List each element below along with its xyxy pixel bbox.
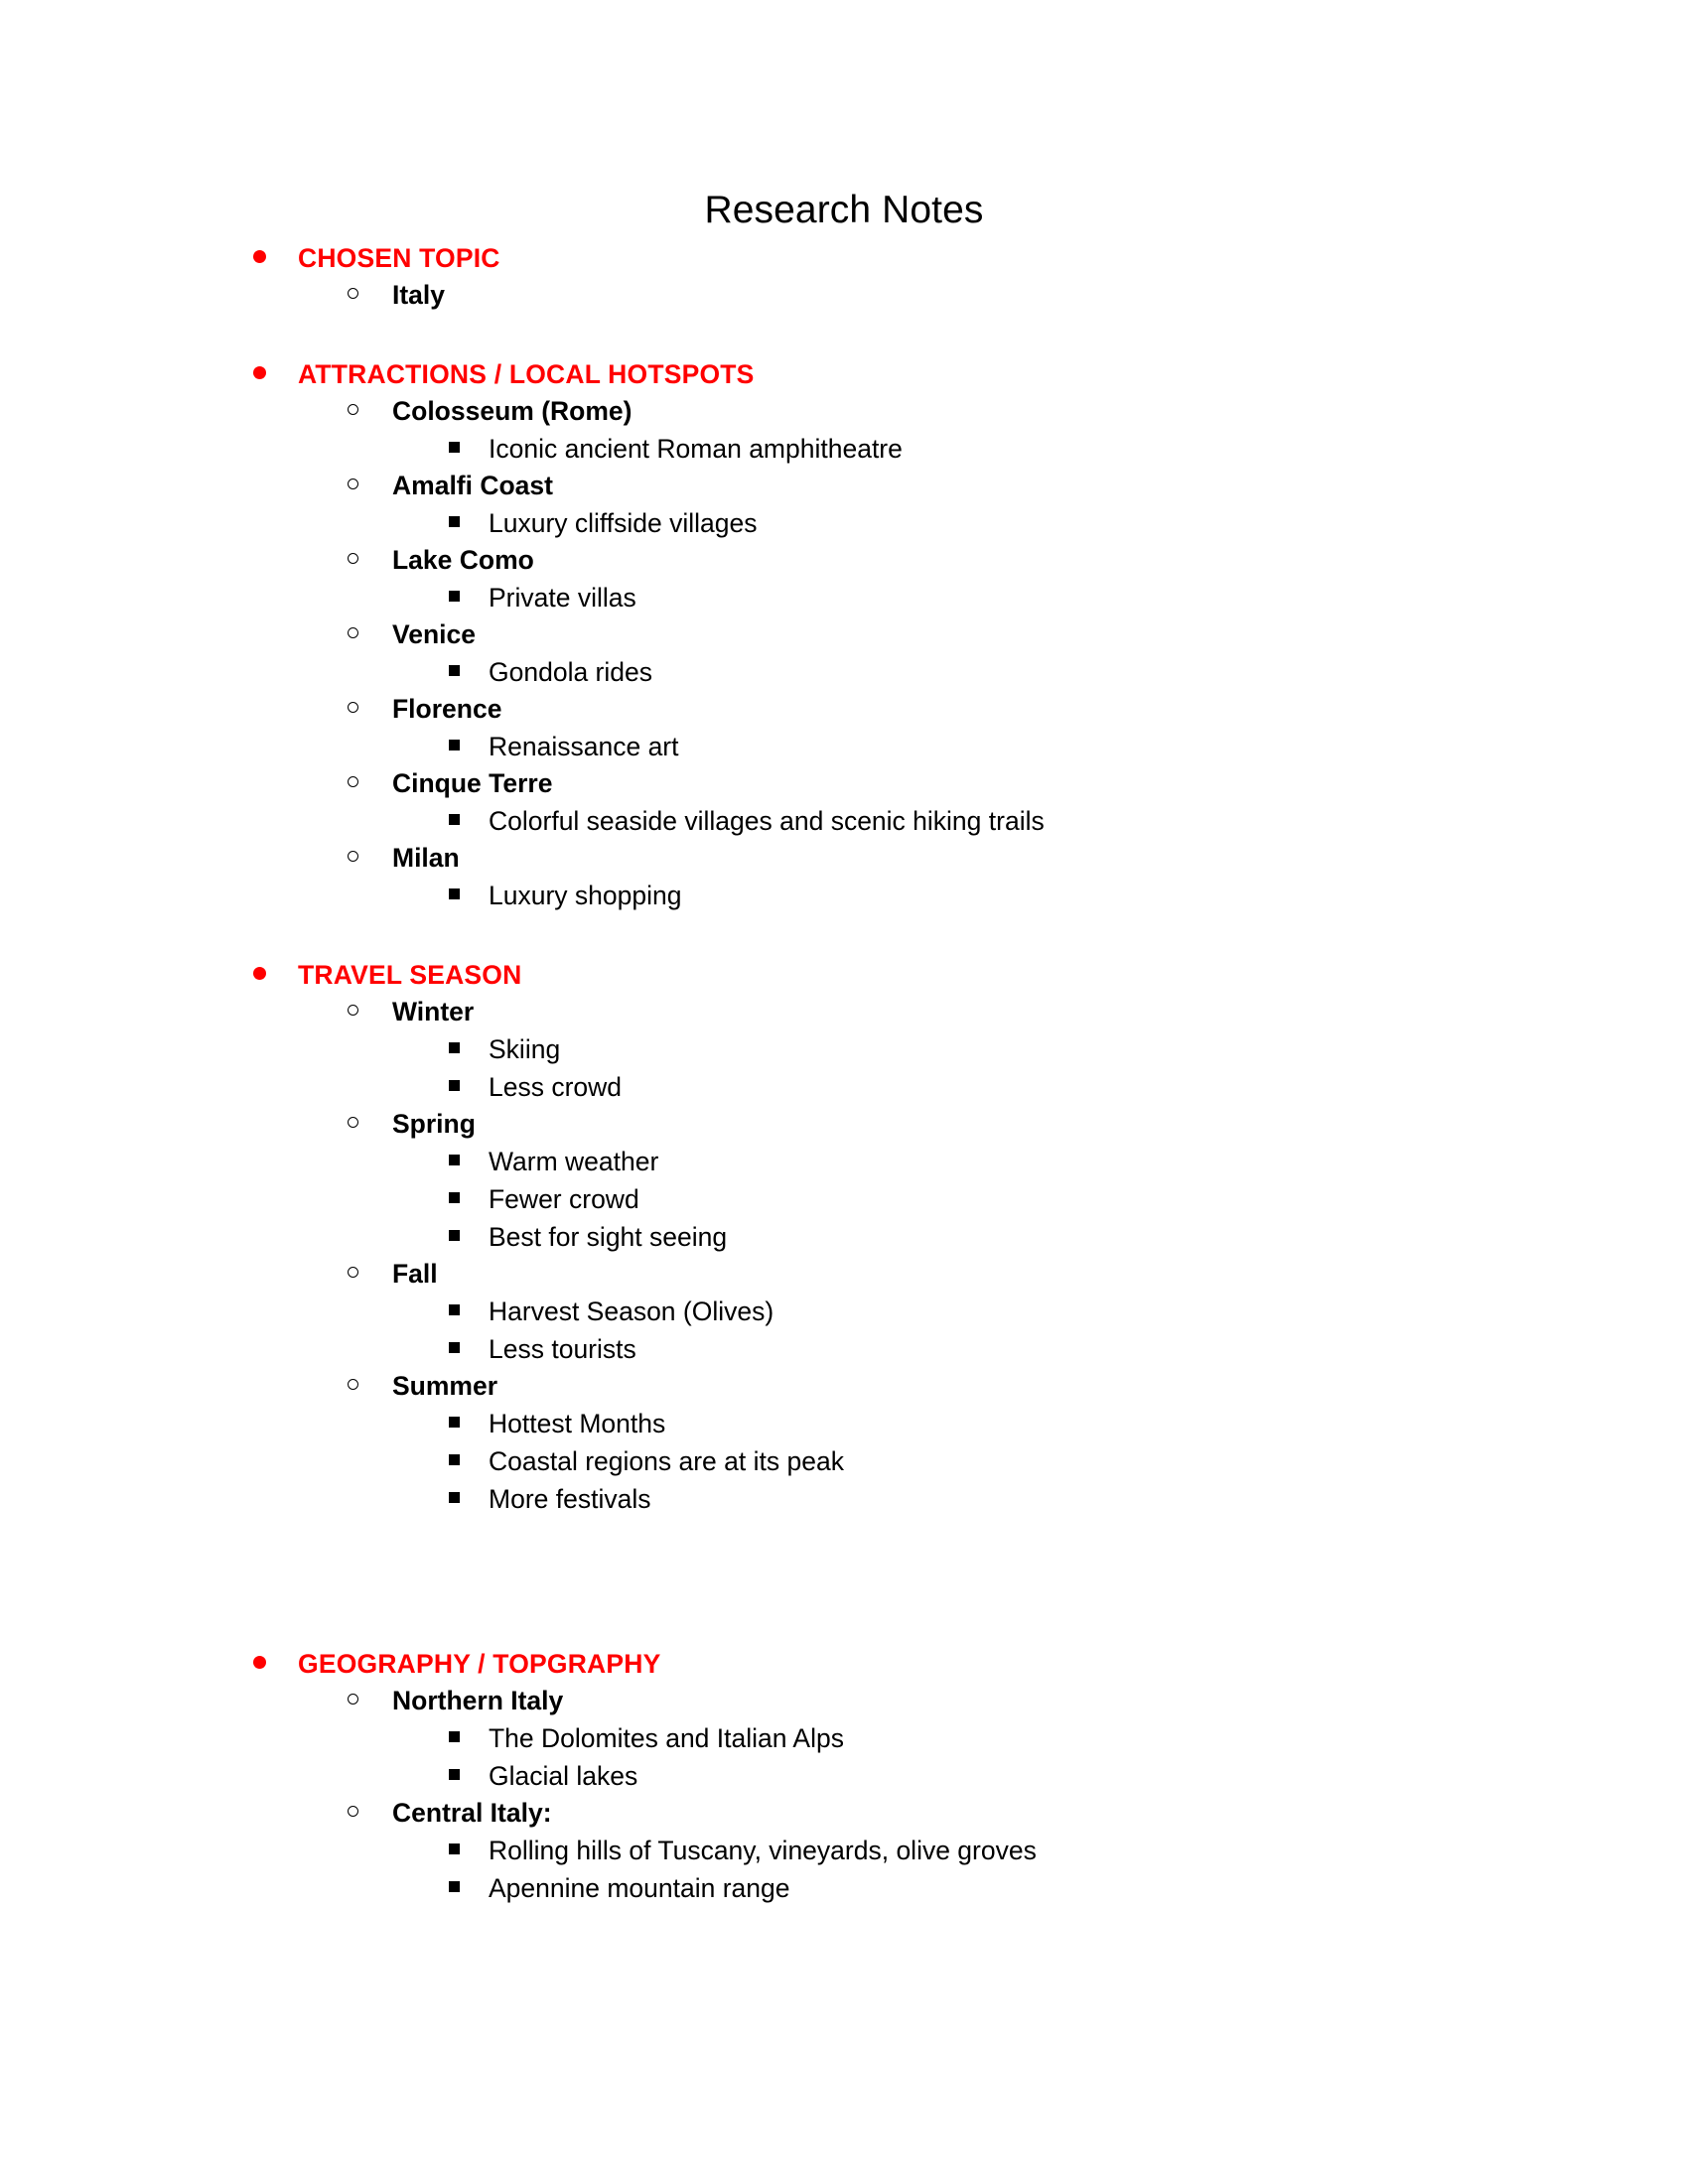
detail-list (0, 1030, 1688, 1106)
circle-bullet-icon (343, 1683, 362, 1720)
square-bullet-icon (445, 1030, 463, 1070)
detail-label: Rolling hills of Tuscany, vineyards, olive groves (489, 1835, 1037, 1865)
detail-row (0, 1030, 1688, 1068)
outline-detail (0, 1180, 1688, 1218)
outline-item (0, 277, 1688, 314)
item-row (0, 1368, 1688, 1405)
detail-list (0, 877, 1688, 914)
outline-detail (0, 1218, 1688, 1256)
circle-bullet-icon (343, 1368, 362, 1406)
detail-row (0, 1068, 1688, 1106)
circle-bullet-icon (343, 1106, 362, 1144)
disc-bullet-icon (248, 1645, 270, 1683)
detail-row (0, 430, 1688, 468)
square-bullet-icon (445, 1832, 463, 1871)
outline-detail (0, 1869, 1688, 1907)
outline-detail (0, 1030, 1688, 1068)
detail-label: Hottest Months (489, 1408, 666, 1438)
detail-label: Luxury cliffside villages (489, 507, 758, 538)
detail-list (0, 504, 1688, 542)
item-row (0, 1256, 1688, 1293)
square-bullet-icon (445, 1180, 463, 1220)
page-title: Research Notes (704, 189, 984, 231)
detail-row (0, 1757, 1688, 1795)
outline-item (0, 1256, 1688, 1368)
square-bullet-icon (445, 653, 463, 693)
item-label: Amalfi Coast (392, 470, 553, 500)
detail-label: Iconic ancient Roman amphitheatre (489, 433, 903, 464)
outline-item (0, 468, 1688, 542)
detail-list (0, 802, 1688, 840)
detail-label: Less crowd (489, 1071, 623, 1102)
item-row (0, 840, 1688, 877)
item-row (0, 1683, 1688, 1719)
section-heading-row (0, 956, 1688, 994)
detail-row (0, 728, 1688, 765)
detail-row (0, 653, 1688, 691)
outline-item (0, 542, 1688, 616)
outline-detail (0, 1719, 1688, 1757)
subsection-list (0, 994, 1688, 1518)
detail-row (0, 1180, 1688, 1218)
subsection-list (0, 393, 1688, 914)
detail-row (0, 1330, 1688, 1368)
detail-list (0, 653, 1688, 691)
item-row (0, 765, 1688, 802)
item-label: Florence (392, 693, 502, 724)
section-heading-label: GEOGRAPHY / TOPGRAPHY (298, 1648, 661, 1679)
item-label: Venice (392, 618, 476, 649)
detail-list (0, 728, 1688, 765)
detail-label: Gondola rides (489, 656, 652, 687)
outline-section (0, 239, 1688, 314)
circle-bullet-icon (343, 277, 362, 315)
detail-row (0, 1480, 1688, 1518)
circle-bullet-icon (343, 393, 362, 431)
outline-detail (0, 1330, 1688, 1368)
detail-row (0, 1293, 1688, 1330)
outline-section (0, 355, 1688, 914)
item-row (0, 1106, 1688, 1143)
item-label: Winter (392, 996, 475, 1026)
detail-label: Warm weather (489, 1146, 659, 1176)
disc-bullet-icon (248, 355, 270, 393)
subsection-list (0, 277, 1688, 314)
detail-list (0, 1719, 1688, 1795)
circle-bullet-icon (343, 691, 362, 729)
circle-bullet-icon (343, 468, 362, 505)
detail-row (0, 1832, 1688, 1869)
outline-detail (0, 728, 1688, 765)
item-label: Summer (392, 1370, 498, 1401)
square-bullet-icon (445, 1719, 463, 1759)
item-label: Central Italy: (392, 1797, 552, 1828)
square-bullet-icon (445, 802, 463, 842)
detail-row (0, 1442, 1688, 1480)
outline-detail (0, 877, 1688, 914)
research-notes-outline (0, 239, 1688, 1907)
item-row (0, 994, 1688, 1030)
disc-bullet-icon (248, 956, 270, 994)
detail-row (0, 1405, 1688, 1442)
detail-label: Fewer crowd (489, 1183, 639, 1214)
detail-label: Renaissance art (489, 731, 679, 761)
outline-detail (0, 1442, 1688, 1480)
item-label: Fall (392, 1258, 438, 1289)
square-bullet-icon (445, 1480, 463, 1520)
detail-list (0, 1832, 1688, 1907)
circle-bullet-icon (343, 542, 362, 580)
detail-row (0, 1143, 1688, 1180)
square-bullet-icon (445, 1757, 463, 1797)
detail-label: Apennine mountain range (489, 1872, 790, 1903)
outline-item (0, 994, 1688, 1106)
item-label: Italy (392, 279, 446, 310)
square-bullet-icon (445, 728, 463, 767)
item-row (0, 468, 1688, 504)
section-heading-label: TRAVEL SEASON (298, 959, 522, 990)
section-heading-label: CHOSEN TOPIC (298, 242, 500, 273)
item-row (0, 691, 1688, 728)
square-bullet-icon (445, 579, 463, 618)
circle-bullet-icon (343, 765, 362, 803)
detail-label: Harvest Season (Olives) (489, 1296, 774, 1326)
section-heading-row (0, 239, 1688, 277)
item-row (0, 277, 1688, 314)
detail-list (0, 1143, 1688, 1256)
item-row (0, 393, 1688, 430)
circle-bullet-icon (343, 1256, 362, 1294)
outline-detail (0, 1293, 1688, 1330)
square-bullet-icon (445, 1068, 463, 1108)
outline-detail (0, 802, 1688, 840)
detail-row (0, 1869, 1688, 1907)
square-bullet-icon (445, 430, 463, 470)
outline-detail (0, 430, 1688, 468)
subsection-list (0, 1683, 1688, 1907)
square-bullet-icon (445, 1143, 463, 1182)
outline-item (0, 616, 1688, 691)
outline-detail (0, 1832, 1688, 1869)
square-bullet-icon (445, 504, 463, 544)
detail-list (0, 430, 1688, 468)
section-heading-label: ATTRACTIONS / LOCAL HOTSPOTS (298, 358, 755, 389)
square-bullet-icon (445, 1330, 463, 1370)
detail-row (0, 579, 1688, 616)
square-bullet-icon (445, 1442, 463, 1482)
circle-bullet-icon (343, 994, 362, 1031)
outline-item (0, 691, 1688, 765)
detail-label: Skiing (489, 1033, 561, 1064)
square-bullet-icon (445, 877, 463, 916)
item-label: Colosseum (Rome) (392, 395, 633, 426)
detail-row (0, 877, 1688, 914)
outline-item (0, 1106, 1688, 1256)
item-row (0, 616, 1688, 653)
detail-label: Colorful seaside villages and scenic hiking trails (489, 805, 1045, 836)
outline-item (0, 840, 1688, 914)
outline-detail (0, 1405, 1688, 1442)
square-bullet-icon (445, 1869, 463, 1909)
outline-item (0, 765, 1688, 840)
section-heading-row (0, 355, 1688, 393)
square-bullet-icon (445, 1293, 463, 1332)
outline-item (0, 1683, 1688, 1795)
detail-list (0, 1293, 1688, 1368)
detail-row (0, 1218, 1688, 1256)
outline-detail (0, 1757, 1688, 1795)
outline-item (0, 1368, 1688, 1518)
outline-detail (0, 1143, 1688, 1180)
detail-list (0, 579, 1688, 616)
disc-bullet-icon (248, 239, 270, 277)
circle-bullet-icon (343, 840, 362, 878)
item-label: Northern Italy (392, 1685, 564, 1715)
item-label: Cinque Terre (392, 767, 553, 798)
detail-label: Glacial lakes (489, 1760, 638, 1791)
detail-list (0, 1405, 1688, 1518)
detail-row (0, 802, 1688, 840)
outline-detail (0, 579, 1688, 616)
detail-row (0, 1719, 1688, 1757)
detail-label: More festivals (489, 1483, 651, 1514)
outline-item (0, 1795, 1688, 1907)
outline-section (0, 956, 1688, 1518)
detail-label: Coastal regions are at its peak (489, 1445, 844, 1476)
detail-label: Luxury shopping (489, 880, 682, 910)
detail-label: Best for sight seeing (489, 1221, 728, 1252)
square-bullet-icon (445, 1405, 463, 1444)
outline-section (0, 1645, 1688, 1907)
item-label: Lake Como (392, 544, 534, 575)
detail-row (0, 504, 1688, 542)
square-bullet-icon (445, 1218, 463, 1258)
outline-detail (0, 1068, 1688, 1106)
outline-detail (0, 504, 1688, 542)
item-label: Spring (392, 1108, 476, 1139)
item-row (0, 542, 1688, 579)
detail-label: Less tourists (489, 1333, 636, 1364)
outline-detail (0, 1480, 1688, 1518)
detail-label: Private villas (489, 582, 636, 613)
outline-detail (0, 653, 1688, 691)
circle-bullet-icon (343, 1795, 362, 1833)
item-row (0, 1795, 1688, 1832)
outline-item (0, 393, 1688, 468)
circle-bullet-icon (343, 616, 362, 654)
detail-label: The Dolomites and Italian Alps (489, 1722, 844, 1753)
section-heading-row (0, 1645, 1688, 1683)
item-label: Milan (392, 842, 460, 873)
